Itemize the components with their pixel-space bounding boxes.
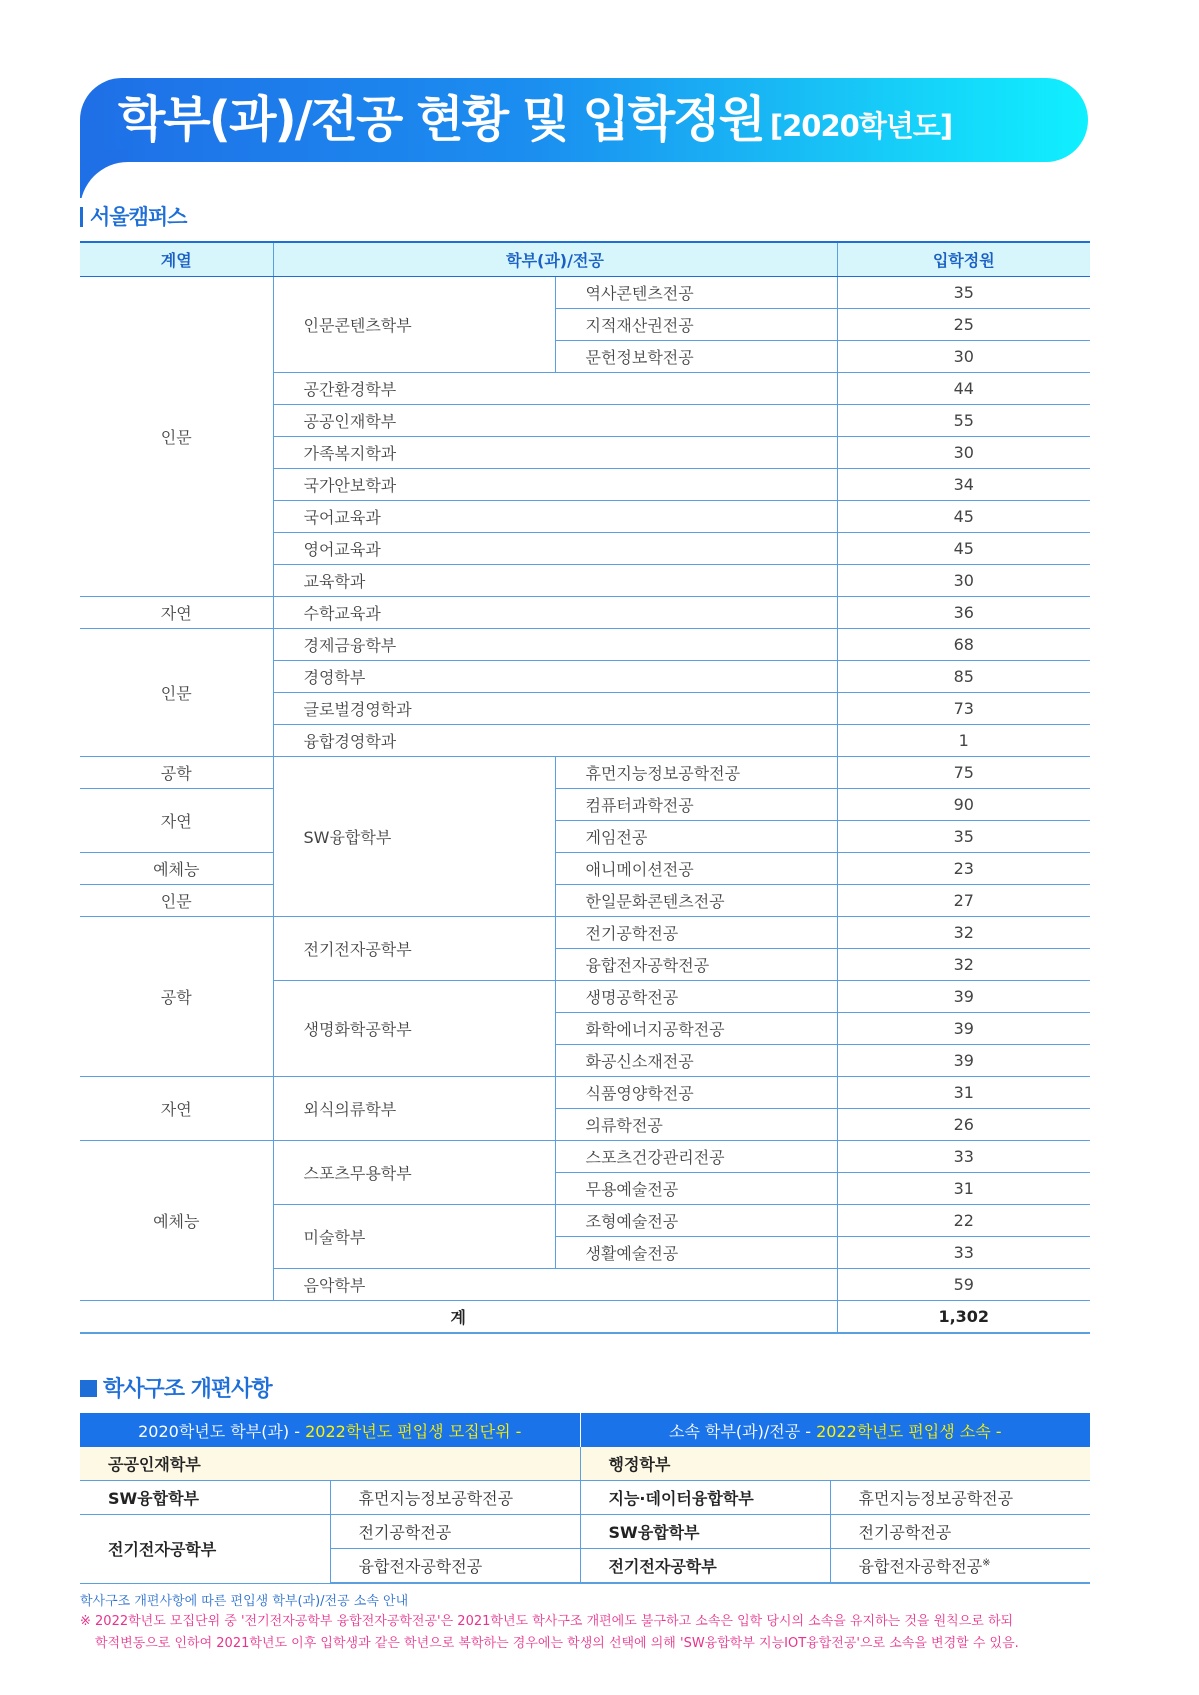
quota-cell: 35: [837, 277, 1090, 309]
note-body: [80, 1611, 1100, 1655]
quota-cell: 68: [837, 629, 1090, 661]
series-cell: 예체능: [80, 1141, 273, 1301]
page-title-text: 학부(과)/전공 현황 및 입학정원: [118, 91, 764, 148]
new-dept-cell: SW융합학부: [580, 1515, 830, 1549]
header-left-b: 2022학년도 편입생 모집단위 -: [305, 1421, 522, 1441]
table-row: [80, 1141, 1090, 1173]
dept-cell: 인문콘텐츠학부: [273, 277, 555, 373]
table-row: [80, 1481, 1090, 1515]
major-cell: 생명공학전공: [555, 981, 837, 1013]
quota-cell: 55: [837, 405, 1090, 437]
quota-cell: 75: [837, 757, 1090, 789]
dept-cell: 음악학부: [273, 1269, 837, 1301]
note-mark: ※: [982, 1557, 991, 1569]
quota-cell: 44: [837, 373, 1090, 405]
new-dept-cell: 행정학부: [580, 1447, 1090, 1481]
restructure-header-right: [580, 1413, 1090, 1447]
series-cell: 자연: [80, 789, 273, 853]
old-dept-cell: 전기전자공학부: [80, 1515, 330, 1584]
major-cell: 스포츠건강관리전공: [555, 1141, 837, 1173]
dept-cell: 교육학과: [273, 565, 837, 597]
dept-cell: 외식의류학부: [273, 1077, 555, 1141]
old-dept-cell: 공공인재학부: [80, 1447, 580, 1481]
quota-cell: 36: [837, 597, 1090, 629]
dept-cell: 공공인재학부: [273, 405, 837, 437]
old-major-cell: 휴먼지능정보공학전공: [330, 1481, 580, 1515]
table-row: [80, 1515, 1090, 1549]
quota-cell: 73: [837, 693, 1090, 725]
dept-cell: 국가안보학과: [273, 469, 837, 501]
series-cell: 공학: [80, 917, 273, 1077]
new-major-cell: 전기공학전공: [830, 1515, 1090, 1549]
dept-cell: 경영학부: [273, 661, 837, 693]
major-cell: 휴먼지능정보공학전공: [555, 757, 837, 789]
page-title-year: [2020학년도]: [769, 109, 953, 143]
quota-cell: 85: [837, 661, 1090, 693]
series-cell: 인문: [80, 885, 273, 917]
total-quota: 1,302: [837, 1301, 1090, 1334]
header-right-b: 2022학년도 편입생 소속 -: [816, 1421, 1002, 1441]
quota-cell: 25: [837, 309, 1090, 341]
quota-cell: 39: [837, 981, 1090, 1013]
note-heading: 학사구조 개편사항에 따른 편입생 학부(과)/전공 소속 안내: [80, 1594, 409, 1609]
major-cell: 융합전자공학전공: [555, 949, 837, 981]
campus-heading: [80, 201, 186, 231]
quota-cell: 32: [837, 949, 1090, 981]
old-dept-cell: SW융합학부: [80, 1481, 330, 1515]
quota-table: [80, 241, 1090, 1334]
major-cell: 생활예술전공: [555, 1237, 837, 1269]
old-major-cell: 융합전자공학전공: [330, 1549, 580, 1584]
dept-cell: 경제금융학부: [273, 629, 837, 661]
major-cell: 의류학전공: [555, 1109, 837, 1141]
quota-cell: 33: [837, 1141, 1090, 1173]
new-major-cell: [830, 1549, 1090, 1584]
quota-cell: 45: [837, 501, 1090, 533]
restructure-title: 학사구조 개편사항: [103, 1377, 272, 1402]
quota-cell: 23: [837, 853, 1090, 885]
header-series: 계열: [80, 242, 273, 277]
series-cell: 인문: [80, 277, 273, 597]
dept-cell: 가족복지학과: [273, 437, 837, 469]
header-right-a: 소속 학부(과)/전공 -: [669, 1421, 817, 1441]
new-dept-cell: 전기전자공학부: [580, 1549, 830, 1584]
quota-cell: 32: [837, 917, 1090, 949]
major-cell: 컴퓨터과학전공: [555, 789, 837, 821]
table-row: [80, 789, 1090, 821]
page-title: [118, 88, 952, 158]
table-row: [80, 853, 1090, 885]
major-cell: 식품영양학전공: [555, 1077, 837, 1109]
major-cell: 문헌정보학전공: [555, 341, 837, 373]
series-cell: 예체능: [80, 853, 273, 885]
table-row: [80, 277, 1090, 309]
major-cell: 화공신소재전공: [555, 1045, 837, 1077]
dept-cell: 수학교육과: [273, 597, 837, 629]
quota-cell: 26: [837, 1109, 1090, 1141]
table-row: [80, 1077, 1090, 1109]
series-cell: 자연: [80, 1077, 273, 1141]
series-cell: 인문: [80, 629, 273, 757]
table-row: [80, 885, 1090, 917]
restructure-header-left: [80, 1413, 580, 1447]
series-cell: 공학: [80, 757, 273, 789]
dept-cell: 국어교육과: [273, 501, 837, 533]
quota-cell: 1: [837, 725, 1090, 757]
header-left-a: 2020학년도 학부(과) -: [138, 1421, 306, 1441]
table-row: [80, 1447, 1090, 1481]
table-row: [80, 917, 1090, 949]
new-major-text: 융합전자공학전공: [858, 1557, 983, 1576]
new-dept-cell: 지능·데이터융합학부: [580, 1481, 830, 1515]
major-cell: 한일문화콘텐츠전공: [555, 885, 837, 917]
square-bullet-icon: [80, 1380, 97, 1397]
campus-bar: [80, 207, 83, 227]
quota-cell: 31: [837, 1077, 1090, 1109]
dept-cell: SW융합학부: [273, 757, 555, 917]
quota-cell: 30: [837, 437, 1090, 469]
major-cell: 애니메이션전공: [555, 853, 837, 885]
quota-cell: 33: [837, 1237, 1090, 1269]
quota-cell: 27: [837, 885, 1090, 917]
quota-cell: 39: [837, 1013, 1090, 1045]
total-row: [80, 1301, 1090, 1334]
major-cell: 전기공학전공: [555, 917, 837, 949]
table-header-row: [80, 242, 1090, 277]
new-major-cell: 휴먼지능정보공학전공: [830, 1481, 1090, 1515]
major-cell: 게임전공: [555, 821, 837, 853]
dept-cell: 스포츠무용학부: [273, 1141, 555, 1205]
quota-cell: 35: [837, 821, 1090, 853]
dept-cell: 공간환경학부: [273, 373, 837, 405]
dept-cell: 미술학부: [273, 1205, 555, 1269]
dept-cell: 글로벌경영학과: [273, 693, 837, 725]
major-cell: 화학에너지공학전공: [555, 1013, 837, 1045]
quota-cell: 31: [837, 1173, 1090, 1205]
dept-cell: 융합경영학과: [273, 725, 837, 757]
quota-cell: 90: [837, 789, 1090, 821]
quota-cell: 22: [837, 1205, 1090, 1237]
major-cell: 조형예술전공: [555, 1205, 837, 1237]
quota-cell: 30: [837, 565, 1090, 597]
dept-cell: 전기전자공학부: [273, 917, 555, 981]
table-row: [80, 629, 1090, 661]
series-cell: 자연: [80, 597, 273, 629]
total-label: 계: [80, 1301, 837, 1334]
quota-cell: 59: [837, 1269, 1090, 1301]
restructure-heading: [80, 1372, 272, 1403]
quota-cell: 39: [837, 1045, 1090, 1077]
header-dept: 학부(과)/전공: [273, 242, 837, 277]
quota-cell: 45: [837, 533, 1090, 565]
table-row: [80, 757, 1090, 789]
old-major-cell: 전기공학전공: [330, 1515, 580, 1549]
restructure-table: [80, 1413, 1090, 1584]
restructure-header-row: [80, 1413, 1090, 1447]
campus-label: 서울캠퍼스: [90, 205, 187, 229]
quota-cell: 30: [837, 341, 1090, 373]
major-cell: 역사콘텐츠전공: [555, 277, 837, 309]
dept-cell: 영어교육과: [273, 533, 837, 565]
dept-cell: 생명화학공학부: [273, 981, 555, 1077]
header-quota: 입학정원: [837, 242, 1090, 277]
note-line: ※ 2022학년도 모집단위 중 '전기전자공학부 융합전자공학전공'은 2021학년도 학사구조 개편에도 불구하고 소속은 입학 당시의 소속을 유지하는 것을 원칙으로 하되: [80, 1614, 1014, 1629]
table-row: [80, 597, 1090, 629]
major-cell: 무용예술전공: [555, 1173, 837, 1205]
quota-cell: 34: [837, 469, 1090, 501]
major-cell: 지적재산권전공: [555, 309, 837, 341]
note-line: 학적변동으로 인하여 2021학년도 이후 입학생과 같은 학년으로 복학하는 경우에는 학생의 선택에 의해 'SW융합학부 지능IOT융합전공'으로 소속을 변경할 수 있음.: [95, 1636, 1019, 1651]
